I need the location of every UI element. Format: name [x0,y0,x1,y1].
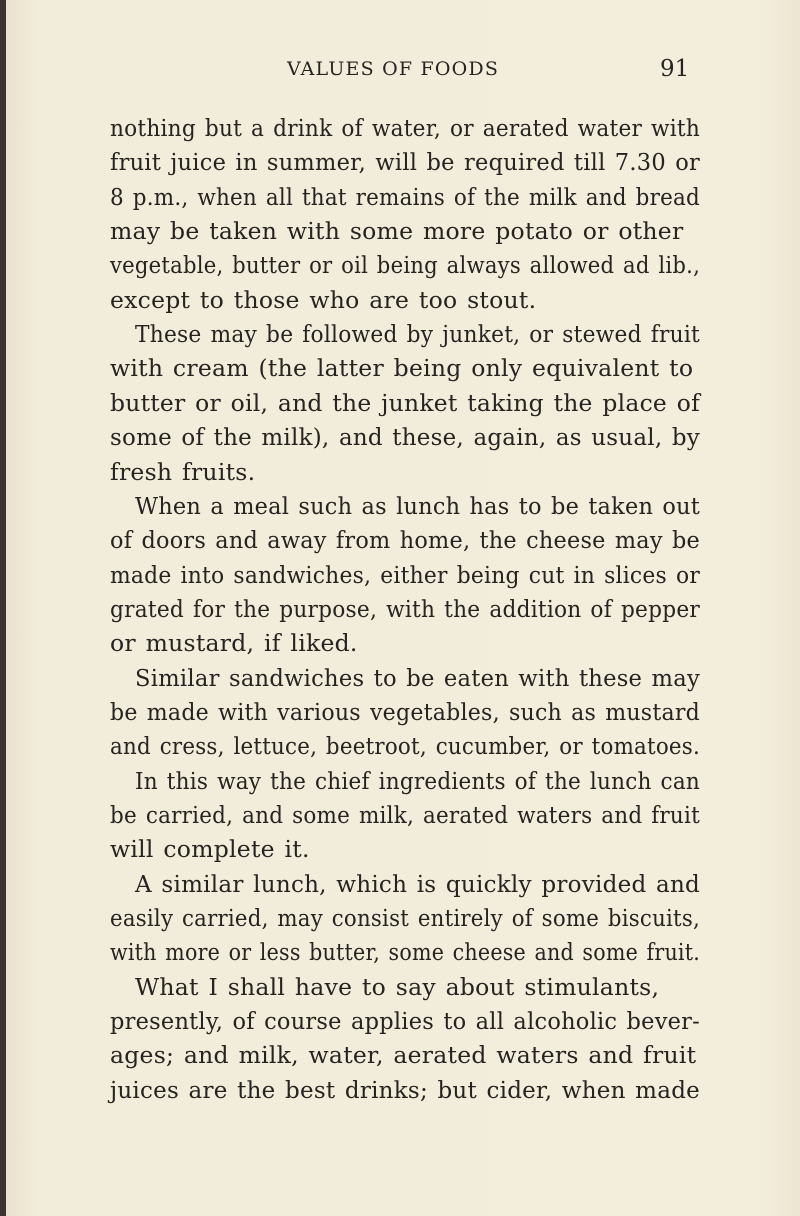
text-line: fruit juice in summer, will be required till 7.30 or [110,148,700,177]
text-line: and cress, lettuce, beetroot, cucumber, or tomatoes. [110,732,701,761]
text-line: A similar lunch, which is quickly provided and [135,869,701,898]
text-line: with cream (the latter being only equivalent to [110,354,694,383]
text-line: some of the milk), and these, again, as usual, by [110,423,700,452]
page-number: 91 [660,56,690,82]
text-line: 8 p.m., when all that remains of the milk and bread [110,182,701,211]
text-line: with more or less butter, some cheese and some fruit. [110,938,701,967]
text-line: made into sandwiches, either being cut in slices or [110,560,701,589]
text-line: Similar sandwiches to be eaten with these may [135,663,700,692]
text-line: In this way the chief ingredients of the lunch can [135,766,701,795]
text-line: grated for the purpose, with the addition of pepper [110,594,701,623]
text-line: When a meal such as lunch has to be taken out [135,491,701,520]
text-line: ages; and milk, water, aerated waters and fruit [110,1041,697,1070]
text-line: easily carried, may consist entirely of some biscuits, [110,904,700,933]
text-line: will complete it. [110,835,310,864]
text-line: or mustard, if liked. [110,629,358,658]
text-line: These may be followed by junket, or stewed fruit [135,320,701,349]
text-line: be carried, and some milk, aerated waters and fruit [110,801,700,829]
text-line: may be taken with some more potato or other [110,217,684,246]
text-line: vegetable, butter or oil being always allowed ad lib., [110,251,701,280]
text-line: nothing but a drink of water, or aerated water with [110,114,701,142]
text-line: What I shall have to say about stimulants, [135,972,660,1001]
text-line: fresh fruits. [110,457,256,486]
text-line: presently, of course applies to all alcoholic bever- [110,1007,700,1036]
text-line: butter or oil, and the junket taking the place of [110,388,701,417]
text-line: except to those who are too stout. [110,285,537,314]
running-title: VALUES OF FOODS [287,58,500,80]
text-line: of doors and away from home, the cheese may be [110,526,700,555]
text-line: be made with various vegetables, such as mustard [110,697,700,726]
text-line: juices are the best drinks; but cider, when made [110,1075,701,1104]
